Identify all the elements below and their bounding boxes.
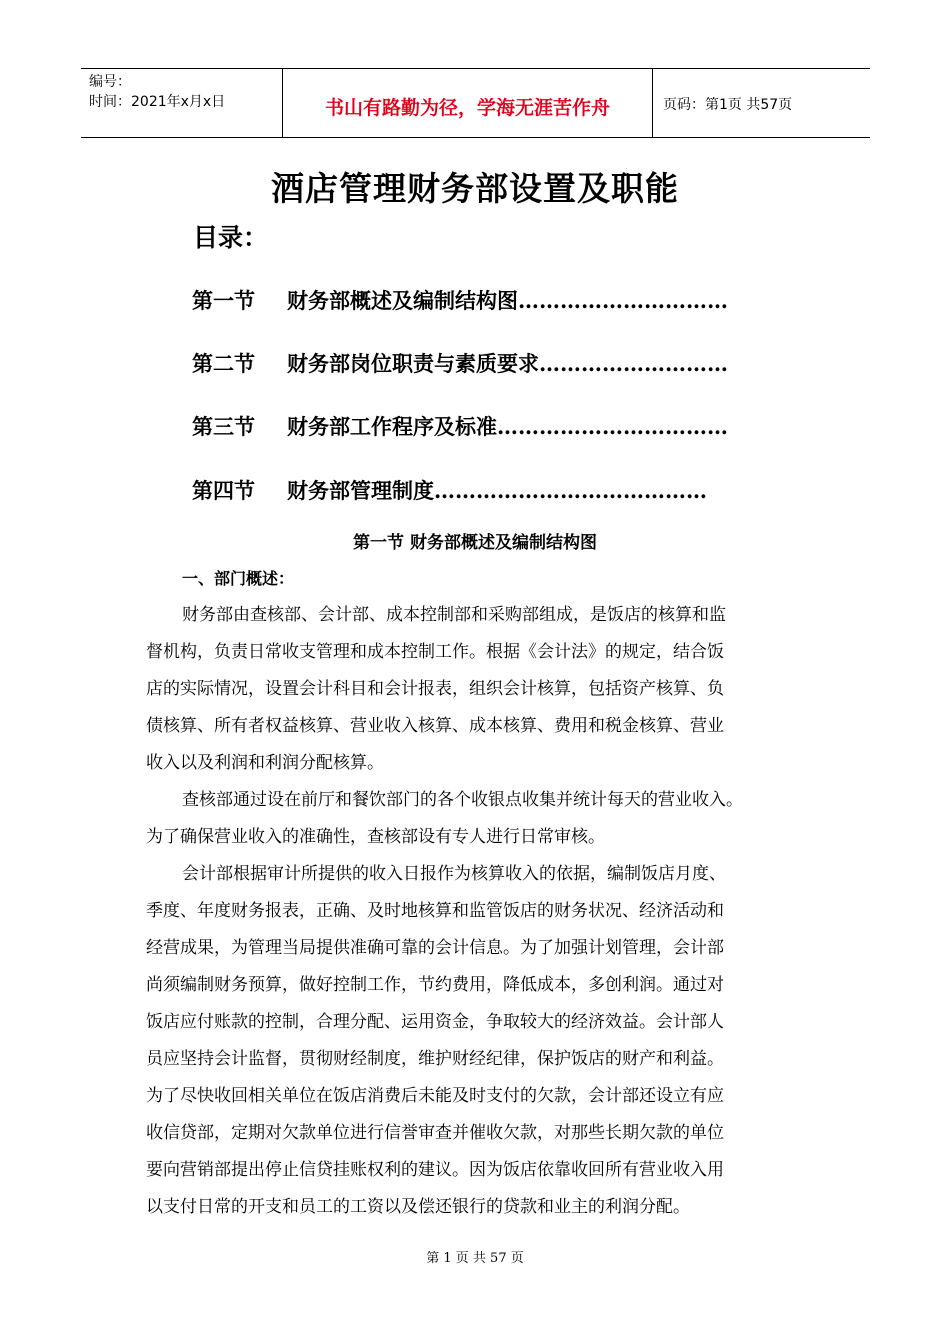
body-line: 经营成果，为管理当局提供准确可靠的会计信息。为了加强计划管理，会计部: [146, 938, 724, 958]
body-line: 员应坚持会计监督，贯彻财经制度，维护财经纪律，保护饭店的财产和利益。: [146, 1049, 724, 1069]
sub-heading: 一、部门概述：: [182, 569, 295, 588]
toc-item-section: 第四节: [192, 478, 255, 503]
section-heading: 第一节 财务部概述及编制结构图: [353, 533, 597, 553]
body-line: 尚须编制财务预算，做好控制工作，节约费用，降低成本，多创利润。通过对: [146, 975, 724, 995]
toc-item[interactable]: [192, 475, 792, 509]
toc-item-section: 第一节: [192, 288, 255, 313]
header-motto-cell: [283, 69, 653, 137]
body-line: 收信贷部，定期对欠款单位进行信誉审查并催收欠款，对那些长期欠款的单位: [146, 1123, 724, 1143]
toc-item-name: 财务部工作程序及标准……………………………: [287, 414, 728, 439]
body-line: 以支付日常的开支和员工的工资以及偿还银行的贷款和业主的利润分配。: [146, 1197, 690, 1217]
body-line: 为了确保营业收入的准确性，查核部设有专人进行日常审核。: [146, 827, 605, 847]
body-line: 会计部根据审计所提供的收入日报作为核算收入的依据，编制饭店月度、: [182, 864, 726, 884]
body-line: 为了尽快收回相关单位在饭店消费后未能及时支付的欠款，会计部还设立有应: [146, 1086, 724, 1106]
body-line: 饭店应付账款的控制，合理分配、运用资金，争取较大的经济效益。会计部人: [146, 1012, 724, 1032]
toc-item-section: 第三节: [192, 414, 255, 439]
toc-item-section: 第二节: [192, 351, 255, 376]
header-page-cell: [653, 69, 870, 137]
document-title: 酒店管理财务部设置及职能: [271, 169, 679, 208]
body-line: 要向营销部提出停止信贷挂账权利的建议。因为饭店依靠收回所有营业收入用: [146, 1160, 724, 1180]
toc-item[interactable]: [192, 411, 792, 445]
toc-item-name: 财务部管理制度…………………………………: [287, 478, 707, 503]
body-line: 季度、年度财务报表，正确、及时地核算和监管饭店的财务状况、经济活动和: [146, 901, 724, 921]
toc-item-name: 财务部岗位职责与素质要求………………………: [287, 351, 728, 376]
document-time-label: 时间：2021年x月x日: [89, 94, 226, 110]
body-line: 财务部由查核部、会计部、成本控制部和采购部组成，是饭店的核算和监: [182, 605, 726, 625]
header-info-cell: [81, 69, 283, 137]
document-number-label: 编号：: [89, 74, 131, 90]
header-page-info: 页码：第1页 共57页: [663, 97, 793, 113]
header-motto: 书山有路勤为径，学海无涯苦作舟: [324, 97, 610, 119]
body-line: 查核部通过设在前厅和餐饮部门的各个收银点收集并统计每天的营业收入。: [182, 790, 743, 810]
toc-label: 目录：: [193, 223, 269, 252]
page-footer: 第 1 页 共 57 页: [426, 1251, 524, 1266]
toc-item-name: 财务部概述及编制结构图…………………………: [287, 288, 728, 313]
toc-item[interactable]: [192, 348, 792, 382]
toc-item[interactable]: [192, 285, 792, 319]
body-line: 收入以及利润和利润分配核算。: [146, 753, 384, 773]
body-line: 店的实际情况，设置会计科目和会计报表，组织会计核算，包括资产核算、负: [146, 679, 724, 699]
header-table: [81, 68, 870, 138]
body-line: 债核算、所有者权益核算、营业收入核算、成本核算、费用和税金核算、营业: [146, 716, 724, 736]
body-line: 督机构，负责日常收支管理和成本控制工作。根据《会计法》的规定，结合饭: [146, 642, 724, 662]
